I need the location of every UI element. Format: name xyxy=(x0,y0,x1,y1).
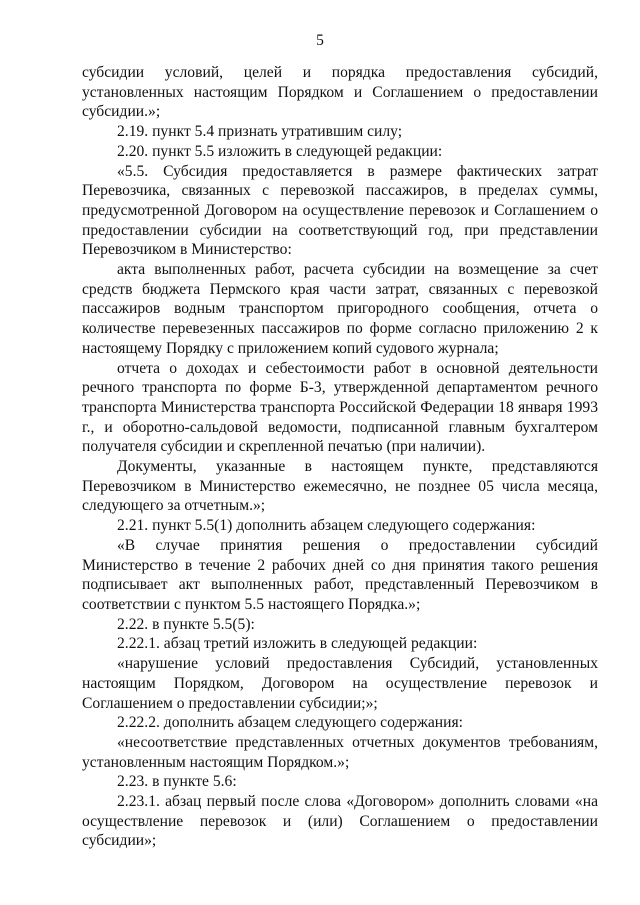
paragraph: 2.22. в пункте 5.5(5): xyxy=(117,615,255,633)
paragraph: 2.21. пункт 5.5(1) дополнить абзацем следующего содержания: xyxy=(117,517,536,535)
paragraph: 2.22.1. абзац третий изложить в следующей редакции: xyxy=(117,635,478,653)
paragraph: Документы, указанные в настоящем пункте, представляются Перевозчиком в Министерство ежемесячно, не позднее 05 числа месяца, следующего за отчетным.»; xyxy=(82,458,598,515)
paragraph: «нарушение условий предоставления Субсидий, установленных настоящим Порядком, Договором на осуществление перевозок и Соглашением о предоставлении субсидии;»; xyxy=(82,655,598,712)
paragraph: субсидии условий, целей и порядка предоставления субсидий, установленных настоящим Порядком и Соглашением о предоставлении субсидии.»; xyxy=(82,64,598,121)
paragraph: «В случае принятия решения о предоставлении субсидий Министерство в течение 2 рабочих дней со дня принятия такого решения подписывает акт выполненных работ, представленный Перевозчиком в соответствии с пунктом 5.5 настоящего Порядка.»; xyxy=(82,536,598,613)
paragraph: акта выполненных работ, расчета субсидии на возмещение за счет средств бюджета Пермского края части затрат, связанных с перевозкой пассажиров водным транспортом пригородного сообщения, отчета о количестве перевезенных пассажиров по форме согласно приложению 2 к настоящему Порядку с приложением копий судового журнала; xyxy=(82,261,598,357)
paragraph: 2.19. пункт 5.4 признать утратившим силу; xyxy=(117,123,403,141)
page-number: 5 xyxy=(316,32,324,49)
paragraph: отчета о доходах и себестоимости работ в основной деятельности речного транспорта по форме Б-3, утвержденной департаментом речного транспорта Министерства транспорта Российской Федерации 18 января 1993 г., и оборотно-сальдовой ведомости, подписанной главным бухгалтером получателя субсидии и скрепленной печатью (при наличии). xyxy=(82,359,598,456)
paragraph: 2.20. пункт 5.5 изложить в следующей редакции: xyxy=(117,142,443,160)
paragraph: 2.23. в пункте 5.6: xyxy=(117,773,237,791)
paragraph: «несоответствие представленных отчетных документов требованиям, установленным настоящим Порядком.»; xyxy=(82,733,598,771)
paragraph: 2.23.1. абзац первый после слова «Договором» дополнить словами «на осуществление перевозок и (или) Соглашением о предоставлении субсидии»; xyxy=(82,793,598,850)
paragraph: «5.5. Субсидия предоставляется в размере фактических затрат Перевозчика, связанных с перевозкой пассажиров, в пределах суммы, предусмотренной Договором на осуществление перевозок и Соглашением о предоставлении субсидии на соответствующий год, при представлении Перевозчиком в Министерство: xyxy=(82,162,598,259)
document-body xyxy=(82,63,598,851)
paragraph: 2.22.2. дополнить абзацем следующего содержания: xyxy=(117,714,463,732)
